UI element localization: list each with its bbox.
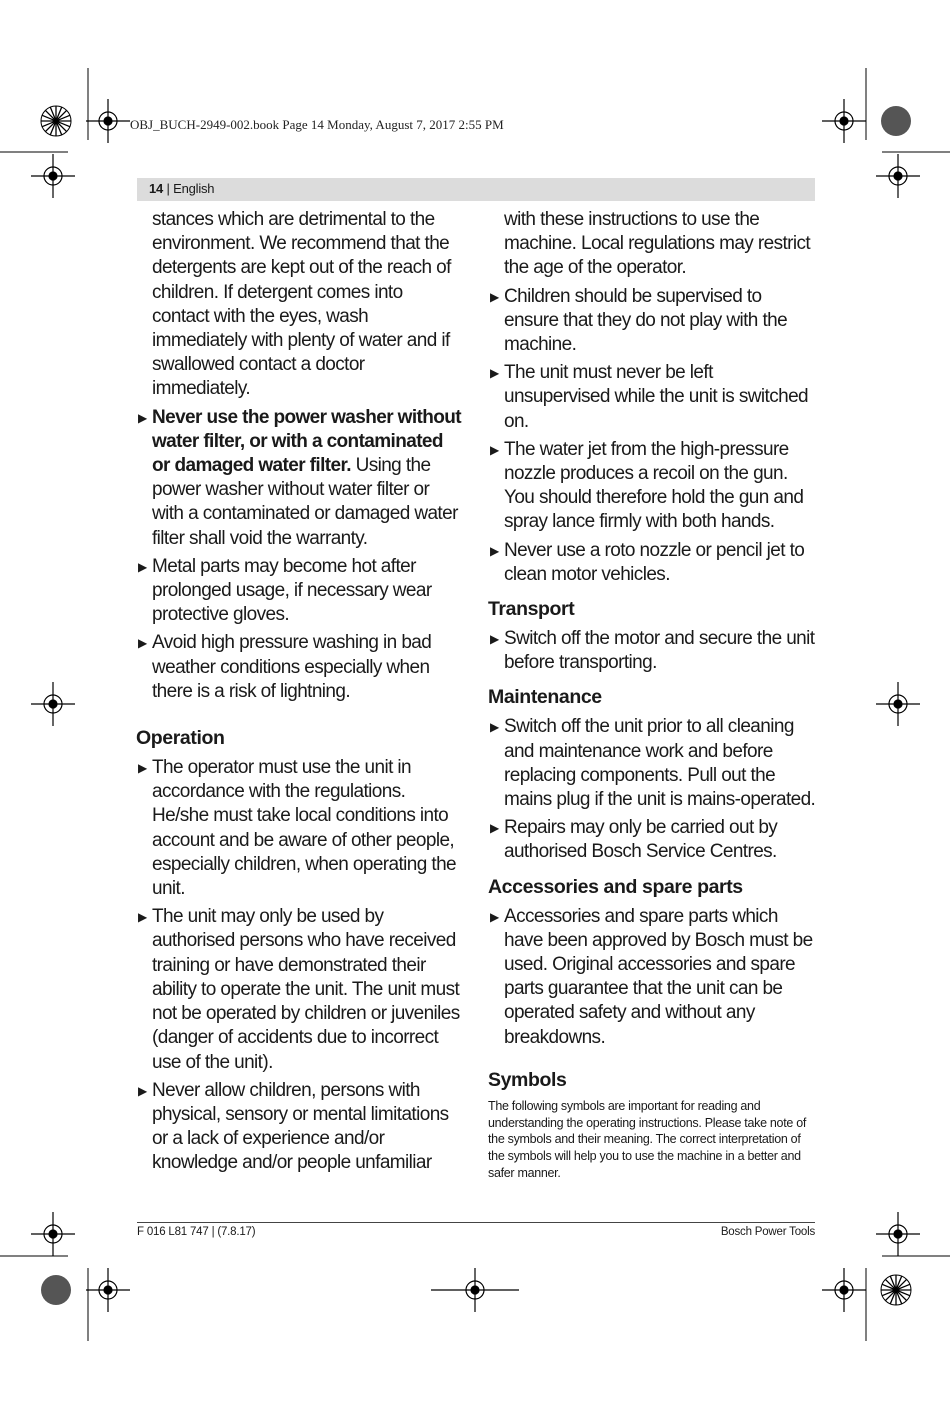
list-item-text: The unit must never be left unsupervised while the unit is switched on. — [504, 362, 808, 432]
bullet-arrow-icon: ▶ — [138, 559, 147, 574]
page-header — [149, 181, 214, 196]
list-item — [490, 539, 816, 587]
header-separator: | — [166, 181, 170, 196]
list-item-text: Never use a roto nozzle or pencil jet to clean motor vehicles. — [504, 539, 805, 585]
bullet-arrow-icon: ▶ — [138, 410, 147, 425]
list-item-text: The water jet from the high-pressure nozzle produces a recoil on the gun. You should therefore hold the gun and spray lance firmly with both hands. — [504, 438, 804, 533]
list-item — [138, 1079, 464, 1176]
print-info-line: OBJ_BUCH-2949-002.book Page 14 Monday, August 7, 2017 2:55 PM — [130, 117, 504, 132]
list-item-text: Switch off the unit prior to all cleaning and maintenance work and before replacing components. Pull out the mains plug if the unit is mains-operated. — [504, 716, 816, 811]
page-number: 14 — [149, 181, 164, 196]
footer-divider — [137, 1222, 815, 1223]
bullet-arrow-icon: ▶ — [490, 442, 499, 457]
list-item — [490, 438, 816, 535]
bullet-arrow-icon: ▶ — [138, 910, 147, 925]
bullet-arrow-icon: ▶ — [490, 289, 499, 304]
list-item — [490, 715, 816, 812]
bullet-arrow-icon: ▶ — [138, 1083, 147, 1098]
list-item — [138, 905, 464, 1074]
list-item-text: The unit may only be used by authorised persons who have received training or have demonstrated their ability to operate the unit. The unit must not be operated by children or juveniles (danger of accidents due to incorrect use of the unit). — [152, 906, 460, 1073]
section-heading-transport: Transport — [488, 598, 575, 621]
list-item-text: Accessories and spare parts which have been approved by Bosch must be used. Original accessories and spare parts guarantee that the unit can be operated safety and without any breakdowns. — [504, 905, 813, 1048]
footer-right: Bosch Power Tools — [720, 1226, 815, 1238]
list-item-text: The operator must use the unit in accordance with the regulations. He/she must take local conditions into account and be aware of other people, especially children, when operating the unit. — [152, 757, 457, 900]
section-heading-maintenance: Maintenance — [488, 686, 602, 709]
list-item — [490, 361, 816, 434]
bullet-arrow-icon: ▶ — [490, 720, 499, 735]
list-item-text: Avoid high pressure washing in bad weather conditions especially when there is a risk of lightning. — [152, 632, 432, 702]
list-item-text: Repairs may only be carried out by authorised Bosch Service Centres. — [504, 817, 778, 863]
left-paragraph-continued: stances which are detrimental to the environment. We recommend that the detergents are kept out of the reach of children. If detergent comes into contact with the eyes, wash immediately with plenty of water and if swallowed contact a doctor immediately. — [152, 209, 451, 400]
section-heading-symbols: Symbols — [488, 1068, 567, 1091]
list-item — [490, 285, 816, 358]
list-item — [490, 627, 816, 675]
bullet-arrow-icon: ▶ — [490, 821, 499, 836]
section-heading-operation: Operation — [136, 727, 225, 750]
list-item — [490, 816, 816, 864]
bullet-arrow-icon: ▶ — [490, 543, 499, 558]
list-item — [138, 756, 464, 901]
symbols-intro-text: The following symbols are important for reading and understanding the operating instructions. Please take note of the symbols and their meaning. The correct interpretation of the symbols will help you to use the machine in a better and safer manner. — [488, 1098, 807, 1181]
warning-text: Using the power washer without water filter or with a contaminated or damaged water filter shall void the warranty. — [152, 455, 458, 549]
list-item — [490, 905, 816, 1050]
right-paragraph-continued: with these instructions to use the machine. Local regulations may restrict the age of the operator. — [504, 209, 811, 279]
bullet-arrow-icon: ▶ — [138, 636, 147, 651]
list-item — [138, 555, 464, 628]
header-language: English — [173, 181, 215, 196]
list-item — [138, 406, 464, 551]
right-column — [488, 208, 816, 1182]
list-item-text: Children should be supervised to ensure that they do not play with the machine. — [504, 285, 788, 356]
section-heading-accessories: Accessories and spare parts — [488, 875, 743, 898]
bullet-arrow-icon: ▶ — [490, 632, 499, 647]
bullet-arrow-icon: ▶ — [490, 909, 499, 924]
bullet-arrow-icon: ▶ — [138, 761, 147, 776]
list-item-text: Switch off the motor and secure the unit before transporting. — [504, 628, 815, 674]
list-item — [138, 631, 464, 704]
list-item-text: Metal parts may become hot after prolonged usage, if necessary wear protective gloves. — [152, 555, 432, 626]
footer-left: F 016 L81 747 | (7.8.17) — [137, 1226, 256, 1238]
page-header-bar — [137, 178, 815, 201]
warning-bold-text: Never use the power washer without water filter, or with a contaminated or damaged water filter. — [152, 406, 462, 477]
list-item-text: Never allow children, persons with physical, sensory or mental limitations or a lack of experience and/or knowledge and/or people unfamiliar — [152, 1079, 449, 1174]
bullet-arrow-icon: ▶ — [490, 366, 499, 381]
left-column — [136, 208, 464, 1180]
